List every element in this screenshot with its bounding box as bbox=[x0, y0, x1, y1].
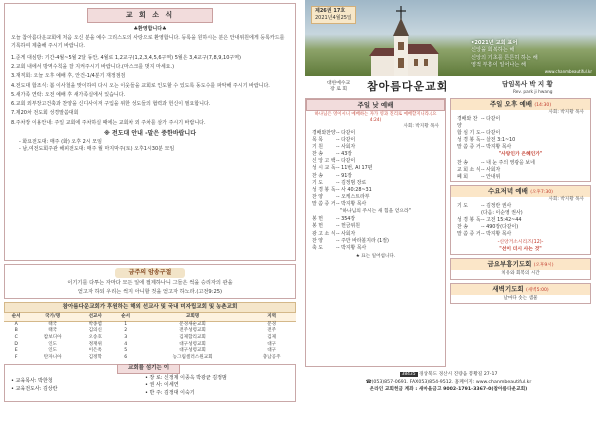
morning-order-row-label: 성 경 봉 독 bbox=[312, 186, 336, 193]
morning-order-row-value: -- 주만 바라볼지라 (1절) bbox=[336, 237, 389, 244]
missions-cell: 태국 bbox=[48, 321, 58, 327]
morning-order-row-value: -- 사 40:28~31 bbox=[336, 186, 372, 193]
missions-header-cell: 지역 bbox=[247, 313, 296, 321]
news-item: 5.새가족 연락: 오전 예배 후 새가족실에서 있습니다. bbox=[11, 91, 126, 98]
missions-header-cell: 국가/명 bbox=[28, 313, 77, 321]
church-name-row bbox=[305, 78, 596, 100]
morning-order-row-value: -- 사회자 bbox=[336, 144, 356, 151]
dawn-title-text: 새벽기도회 bbox=[492, 284, 524, 293]
wednesday-order-row-value: (다음: 이순영 권사) bbox=[481, 210, 523, 217]
issue-number: 제26권 17호 bbox=[315, 8, 346, 14]
morning-order-row bbox=[306, 173, 445, 180]
morning-order-row bbox=[306, 201, 445, 208]
church-illustration bbox=[367, 4, 447, 76]
online-account: 온라인 교회헌금 계좌 : 새마을금고 9002-1791-3367-0(참아름다운교회) bbox=[369, 387, 528, 393]
morning-verse: 하나님은 영이시니 예배하는 자가 영과 진리로 예배할지니라.(요4:24) bbox=[314, 112, 437, 124]
missions-cell: 탄자니아 bbox=[43, 354, 62, 360]
afternoon-order-row-value: -- 살전 3:1~10 bbox=[481, 137, 516, 144]
afternoon-order-row-label: 성 경 봉 독 bbox=[457, 137, 481, 144]
afternoon-order-row-value: -- 박지황 목사 bbox=[481, 144, 512, 151]
missions-cell: A bbox=[14, 321, 18, 327]
missions-header-cell: 선교사 bbox=[77, 313, 114, 321]
missions-header-cell: 순서 bbox=[4, 313, 28, 321]
missions-cell: 이은옥 bbox=[88, 348, 102, 354]
friday-prayer bbox=[450, 258, 591, 280]
morning-order-row-label: 봉 헌 bbox=[312, 223, 324, 230]
afternoon-order-row bbox=[451, 174, 590, 181]
church-motto bbox=[471, 40, 538, 69]
morning-order-row-label: 기 원 bbox=[312, 144, 324, 151]
address: 경상북도 경산시 진량읍 봉황길 27-17 bbox=[419, 372, 498, 377]
missions-cell: C bbox=[14, 335, 18, 341]
friday-title-text: 금요부흥기도회 bbox=[487, 260, 532, 268]
morning-order-row-value: -- 11번, AI 17편 bbox=[336, 165, 373, 172]
afternoon-sermon-title: "사랑인가 은혜인가" bbox=[498, 152, 543, 158]
evangelism-section bbox=[11, 130, 289, 153]
missions-cell: F bbox=[14, 354, 18, 360]
news-item: 4.전도대 합조식: 봄 이사철을 맞이하여 다시 오는 이웃들을 교회로 인도할 수 있도록 동도수를 파악해 주시기 바랍니다. bbox=[11, 82, 270, 89]
evangelism-line: - 남,여전도회주관 해피전도대: 매주 월 마지막주(토) 오후1시30분 모임 bbox=[19, 146, 175, 153]
wednesday-order-row-label: 찬 송 bbox=[457, 224, 469, 231]
morning-sermon-title: "하나님의 주시는 새 힘을 얻으라" bbox=[340, 209, 411, 215]
missions-cell: 대구 bbox=[267, 348, 277, 354]
morning-order-row bbox=[306, 144, 445, 151]
morning-order-row bbox=[306, 245, 445, 252]
missions-title: 참아름다운교회가 후원하는 해외 선교사 및 국내 미자립교회 및 농촌교회 bbox=[4, 302, 296, 313]
wednesday-leader: 사회: 박지황 목사 bbox=[548, 197, 584, 203]
afternoon-order-row-value: -- 안내위 bbox=[481, 173, 501, 180]
missions-cell: 4 bbox=[124, 341, 128, 347]
welcome-text: 오늘 참아름다운교회에 처음 오신 분을 예수 그리스도의 사랑으로 환영합니다. 등록을 원하시는 분은 안내위원에게 등록카드를 기록하여 제출해 주시기 바랍니다. bbox=[11, 35, 285, 49]
missions-cell: 정재위 bbox=[88, 341, 102, 347]
afternoon-order-row-value: -- 다같이 bbox=[481, 115, 501, 122]
morning-title-text: 주일 낮 예배 bbox=[357, 101, 394, 109]
afternoon-order-row-label: 폐 회 bbox=[457, 173, 469, 180]
wednesday-order-row-label: 기 도 bbox=[457, 202, 469, 209]
news-item: 8.주차장 이용안내: 주일 교회에 주차하실 때에는 교회차 외 주차를 삼가 주시기 바랍니다. bbox=[11, 119, 206, 126]
afternoon-order-row bbox=[451, 144, 590, 151]
morning-order-row-value: -- 다같이 bbox=[336, 158, 356, 165]
right-panel bbox=[300, 0, 600, 424]
cover-photo bbox=[305, 0, 596, 76]
missions-cell: 6 bbox=[124, 354, 128, 360]
news-item: 7.제20차 전도회 성경말씀대회 bbox=[11, 110, 79, 117]
dawn-prayer bbox=[450, 283, 591, 305]
denomination bbox=[327, 81, 350, 94]
missions-cell: 김정학 bbox=[88, 354, 102, 360]
dawn-time: (새벽5:00) bbox=[525, 287, 549, 293]
missions-cell: 김의신 bbox=[88, 328, 102, 334]
memory-verse-title: 금주의 암송구절 bbox=[115, 268, 186, 278]
morning-order-row-label: 기 도 bbox=[312, 179, 324, 186]
morning-order-row-value: -- 43장 bbox=[336, 151, 353, 158]
afternoon-order-row-value: -- 사회자 bbox=[481, 166, 501, 173]
missions-cell: 농그림셀러스원교회 bbox=[172, 354, 213, 360]
missions-cell: B bbox=[14, 328, 18, 334]
morning-order-row bbox=[306, 238, 445, 245]
missions-cell: 전주 bbox=[267, 328, 277, 334]
footer bbox=[305, 371, 592, 393]
wednesday-order-row-label: 말 씀 증 거 bbox=[457, 231, 481, 238]
motto-line: 영적 부흥이 일어나는 해 bbox=[471, 61, 527, 68]
morning-leader: 사회: 박지황 목사 bbox=[403, 123, 439, 129]
news-box bbox=[4, 3, 296, 261]
morning-order-row-label: 찬 송 bbox=[312, 151, 324, 158]
missions-cell: 5 bbox=[124, 348, 128, 354]
morning-order-row-label: 봉 헌 bbox=[312, 216, 324, 223]
news-item: 1.준게 대심방: 기간-4월~5월 2달 동안, 4월로 1,2교구(1,2,3,4,5,6구역) 5월은 3,4교구(7,8,9,10구역) bbox=[11, 54, 241, 61]
other-services bbox=[450, 98, 591, 367]
missions-cell: 인도 bbox=[48, 348, 58, 354]
staff-left-line: • 교육전도사: 김상란 bbox=[11, 385, 58, 392]
welcome-heading: ♣환영합니다♣ bbox=[133, 26, 167, 33]
wednesday-service-title bbox=[451, 186, 590, 197]
morning-order-row bbox=[306, 137, 445, 144]
issue-badge bbox=[311, 6, 356, 24]
morning-order-row-value: -- 박지황 목사 bbox=[336, 200, 367, 207]
wednesday-order-row-value: -- 김정란 권사 bbox=[481, 202, 512, 209]
missions-header-cell: 순서 bbox=[114, 313, 138, 321]
missions-cell: 문경새순교회 bbox=[179, 321, 206, 327]
missions-table bbox=[4, 313, 296, 361]
afternoon-title-text: 주일 오후 예배 bbox=[489, 100, 533, 108]
afternoon-order-row-value: -- 내 눈 주의 영광을 보네 bbox=[481, 159, 535, 166]
wednesday-order-row-value: -- 박지황 목사 bbox=[481, 231, 512, 238]
motto-title: •2021년 교회 표어 bbox=[471, 40, 518, 46]
wednesday-order-row bbox=[451, 217, 590, 224]
missions-cell: 대구성령교회 bbox=[179, 341, 206, 347]
morning-order-row-value: -- 91장 bbox=[336, 172, 353, 179]
afternoon-service-title bbox=[451, 99, 590, 110]
afternoon-order-row-label: 찬 송 bbox=[457, 159, 469, 166]
morning-order-row-label: 성 시 교 독 bbox=[312, 165, 336, 172]
missions-cell: 김제 bbox=[267, 335, 277, 341]
missions-cell: 대구 bbox=[267, 341, 277, 347]
cover-url[interactable]: www.chanmbeautiful.kr bbox=[544, 68, 592, 74]
memory-verse-line: 이기기를 다투는 자마다 모든 일에 절제하나니 그들은 썩을 승리자의 관을 bbox=[67, 279, 233, 286]
church-name: 참아름다운교회 bbox=[367, 80, 449, 93]
staff-right-line: • 반 주: 김정대 이숙기 bbox=[145, 389, 195, 396]
morning-order-row bbox=[306, 165, 445, 172]
contact-line[interactable]: ☎(053)857-0691. FAX053)854-9512. 홈페이지: www.chanmbeautiful.kr bbox=[365, 379, 532, 385]
morning-order-row bbox=[306, 223, 445, 230]
morning-order-row bbox=[306, 130, 445, 137]
morning-order-row-value: -- 김정범 장로 bbox=[336, 179, 367, 186]
morning-order-row-label: 신 앙 고 백 bbox=[312, 158, 336, 165]
morning-order-row-value: -- 다같이 bbox=[336, 136, 356, 143]
issue-date: 2021년4월25일 bbox=[315, 15, 352, 21]
staff-title: 교회를 섬기는 이 bbox=[117, 364, 180, 374]
morning-order-row bbox=[306, 216, 445, 223]
morning-order-row-value: -- 사회자 bbox=[336, 230, 356, 237]
morning-order-row-label: 찬 양 bbox=[312, 193, 324, 200]
missions-cell: 김제합리교회 bbox=[179, 335, 206, 341]
morning-service-title bbox=[306, 99, 445, 111]
wednesday-service bbox=[450, 185, 591, 255]
missions-header-cell: 교회명 bbox=[138, 313, 247, 321]
missions-cell: 전주성령교회 bbox=[179, 328, 206, 334]
missions-cell: D bbox=[14, 341, 18, 347]
missions-cell: 박종엽 bbox=[88, 321, 102, 327]
morning-order-row bbox=[306, 180, 445, 187]
memory-verse-box bbox=[4, 264, 296, 299]
morning-order-row-label: 목 목 bbox=[312, 136, 324, 143]
postal-code: 38435 bbox=[401, 372, 416, 377]
missions-cell: 캄보디아 bbox=[43, 335, 62, 341]
morning-order-row-value: -- 헌금위원 bbox=[336, 223, 360, 230]
wednesday-order-row bbox=[451, 231, 590, 238]
staff-right-line: • 권 사: 이세연 bbox=[145, 382, 179, 389]
news-title: 교 회 소 식 bbox=[87, 8, 213, 23]
wednesday-order-row-value: -- 고전 15:42~44 bbox=[481, 217, 522, 224]
wednesday-sermon-title: "선이 더시 사는 것" bbox=[499, 246, 542, 252]
news-item: 2.교회 내에서 방역수칙을 잘 지켜주시기 바랍니다.(마스크를 벗지 마세요.) bbox=[11, 64, 175, 71]
denomination-line: 대한예수교 bbox=[327, 81, 351, 86]
morning-order-row bbox=[306, 231, 445, 238]
afternoon-time: (14:30) bbox=[534, 103, 552, 108]
wednesday-sermon-series: -신앙거소시리즈(12)- bbox=[497, 239, 544, 245]
morning-order-row-label: 말 씀 증 거 bbox=[312, 200, 336, 207]
morning-order-row-label: 광 고 소 식 bbox=[312, 230, 336, 237]
afternoon-leader: 사회: 박지황 목사 bbox=[548, 109, 584, 115]
evangelism-title: ※ 전도대 안내 -말은 중한바랍니다 bbox=[103, 129, 197, 137]
friday-time: (오후9시) bbox=[533, 263, 554, 268]
morning-order-row-value: -- 오케스트라부 bbox=[336, 193, 370, 200]
morning-order-row-value: -- 다같이 bbox=[336, 129, 356, 136]
dawn-prayer-title bbox=[451, 284, 590, 295]
missions-row bbox=[4, 354, 296, 361]
missions-cell: 문경 bbox=[267, 321, 277, 327]
motto-line: 신앙의 기초를 튼튼히 하는 해 bbox=[471, 54, 538, 61]
afternoon-order-row-label: 교 회 소 식 bbox=[457, 166, 481, 173]
missions-cell: 인도 bbox=[48, 341, 58, 347]
friday-desc: 치유와 회복의 시간 bbox=[501, 270, 540, 276]
senior-pastor: 담임목사 박 지 황 bbox=[502, 80, 553, 88]
afternoon-order-row-label: 경배와 찬양 bbox=[457, 115, 478, 130]
missions-cell: 2 bbox=[124, 328, 128, 334]
staff-box bbox=[4, 364, 296, 402]
wednesday-title-text: 수요저녁 예배 bbox=[488, 187, 528, 196]
missions-cell: 1 bbox=[124, 321, 128, 327]
afternoon-order-row bbox=[451, 167, 590, 174]
staff-left-line: • 교육목사: 박한청 bbox=[11, 377, 53, 384]
morning-order-row-value: -- 354장 bbox=[336, 216, 356, 223]
afternoon-order-row bbox=[451, 116, 590, 130]
stand-note: ★ 표는 일어섭니다. bbox=[355, 253, 396, 259]
afternoon-order-row bbox=[451, 160, 590, 167]
morning-order-row-value: -- 박지황 목사 bbox=[336, 244, 367, 251]
wednesday-order-row-value: -- 490장(다같이) bbox=[481, 224, 519, 231]
wednesday-time: (오후7:30) bbox=[530, 190, 553, 196]
afternoon-order-row-label: 말 씀 증 거 bbox=[457, 144, 481, 151]
afternoon-order-row-value: -- 다같이 bbox=[481, 130, 501, 137]
afternoon-service bbox=[450, 98, 591, 182]
missions-cell: 오송호 bbox=[88, 335, 102, 341]
morning-order-row-label: 찬 송 bbox=[312, 172, 324, 179]
motto-line: 신앙을 회복하는 해 bbox=[471, 47, 515, 54]
missions-cell: 3 bbox=[124, 335, 128, 341]
evangelism-line: - 화요전도대: 매주 (화) 오후 2시 모임 bbox=[19, 138, 102, 145]
senior-pastor-english: Rev. park ji hwang bbox=[513, 90, 553, 95]
morning-order-row bbox=[306, 187, 445, 194]
missions-cell: 태국 bbox=[48, 328, 58, 334]
afternoon-order-row-label: 합 심 기 도 bbox=[457, 130, 481, 137]
morning-service bbox=[305, 98, 446, 367]
friday-prayer-title bbox=[451, 259, 590, 270]
dawn-desc: 날마다 솟는 샘물 bbox=[503, 295, 538, 301]
morning-order-row-label: 찬 양 bbox=[312, 237, 324, 244]
missions-cell: 대구성령교회 bbox=[179, 348, 206, 354]
morning-order-row-label: 축 도 bbox=[312, 244, 324, 251]
news-item: 6.교회 외부장고건축과 찬양을 신디사이저 구입을 위한 성도들의 협력과 헌신이 필요합니다. bbox=[11, 101, 211, 108]
missions-cell: E bbox=[14, 348, 18, 354]
morning-order-row bbox=[306, 194, 445, 201]
denomination-line: 장 로 회 bbox=[330, 87, 348, 93]
wednesday-order-row-label: 성 경 봉 독 bbox=[457, 217, 481, 224]
staff-right-line: • 장 로: 신정제 이종옥 박광균 김정범 bbox=[145, 374, 227, 381]
morning-order-row-label: 경배와찬양 bbox=[312, 129, 336, 136]
news-item: 3.재직회: 오늘 오후 예배 후, 안건-1/4분기 재정점검 bbox=[11, 73, 126, 80]
missions-cell: 충남공주 bbox=[262, 354, 281, 360]
memory-verse-line: 얻고자 하되 우리는 썩지 아니할 것을 얻고자 하노라.(고전9:25) bbox=[77, 288, 223, 295]
